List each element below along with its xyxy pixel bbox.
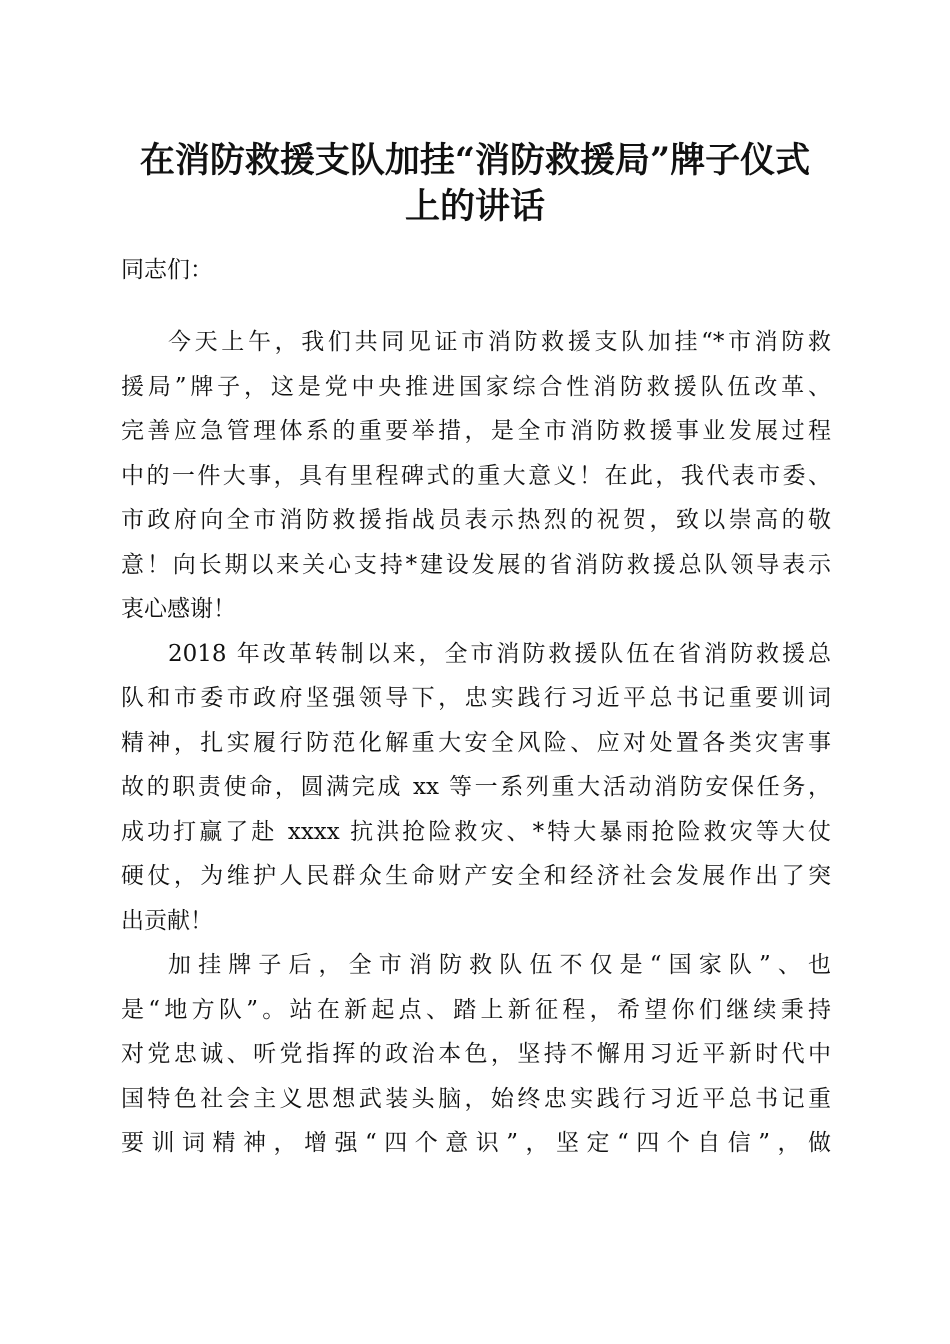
document-title-line-2: 上的讲话: [404, 186, 545, 227]
salutation: 同志们：: [121, 257, 213, 283]
paragraph-1-line-7: 衷心感谢！: [121, 596, 236, 622]
paragraph-1-line-4: 中的一件大事，具有里程碑式的重大意义！在此，我代表市委、: [121, 463, 831, 489]
paragraph-2-line-2: 队和市委市政府坚强领导下，忠实践行习近平总书记重要训词: [121, 685, 831, 711]
paragraph-2-line-1: 2018 年改革转制以来，全市消防救援队伍在省消防救援总: [168, 641, 831, 667]
paragraph-3-line-1: 加挂牌子后，全市消防救队伍不仅是“国家队”、也: [168, 952, 831, 978]
paragraph-1-line-2: 援局”牌子，这是党中央推进国家综合性消防救援队伍改革、: [121, 374, 831, 400]
paragraph-1-line-5: 市政府向全市消防救援指战员表示热烈的祝贺，致以崇高的敬: [121, 507, 831, 533]
paragraph-3-line-4: 国特色社会主义思想武装头脑，始终忠实践行习近平总书记重: [121, 1086, 831, 1112]
paragraph-1-line-1: 今天上午，我们共同见证市消防救援支队加挂“*市消防救: [168, 329, 831, 355]
paragraph-2-line-5: 成功打赢了赴 xxxx 抗洪抢险救灾、*特大暴雨抢险救灾等大仗: [121, 819, 831, 845]
paragraph-3-line-2: 是“地方队”。站在新起点、踏上新征程，希望你们继续秉持: [121, 997, 831, 1023]
paragraph-3-line-5: 要训词精神，增强“四个意识”，坚定“四个自信”，做: [121, 1130, 831, 1156]
paragraph-1-line-6: 意！向长期以来关心支持*建设发展的省消防救援总队领导表示: [121, 552, 831, 578]
paragraph-1-line-3: 完善应急管理体系的重要举措，是全市消防救援事业发展过程: [121, 418, 831, 444]
paragraph-2-line-4: 故的职责使命，圆满完成 xx 等一系列重大活动消防安保任务，: [121, 774, 831, 800]
document-title-line-1: 在消防救援支队加挂“消防救援局”牌子仪式: [139, 140, 811, 181]
paragraph-2-line-7: 出贡献！: [121, 908, 213, 934]
paragraph-2-line-3: 精神，扎实履行防范化解重大安全风险、应对处置各类灾害事: [121, 730, 831, 756]
paragraph-3-line-3: 对党忠诚、听党指挥的政治本色，坚持不懈用习近平新时代中: [121, 1041, 831, 1067]
paragraph-2-line-6: 硬仗，为维护人民群众生命财产安全和经济社会发展作出了突: [121, 863, 831, 889]
